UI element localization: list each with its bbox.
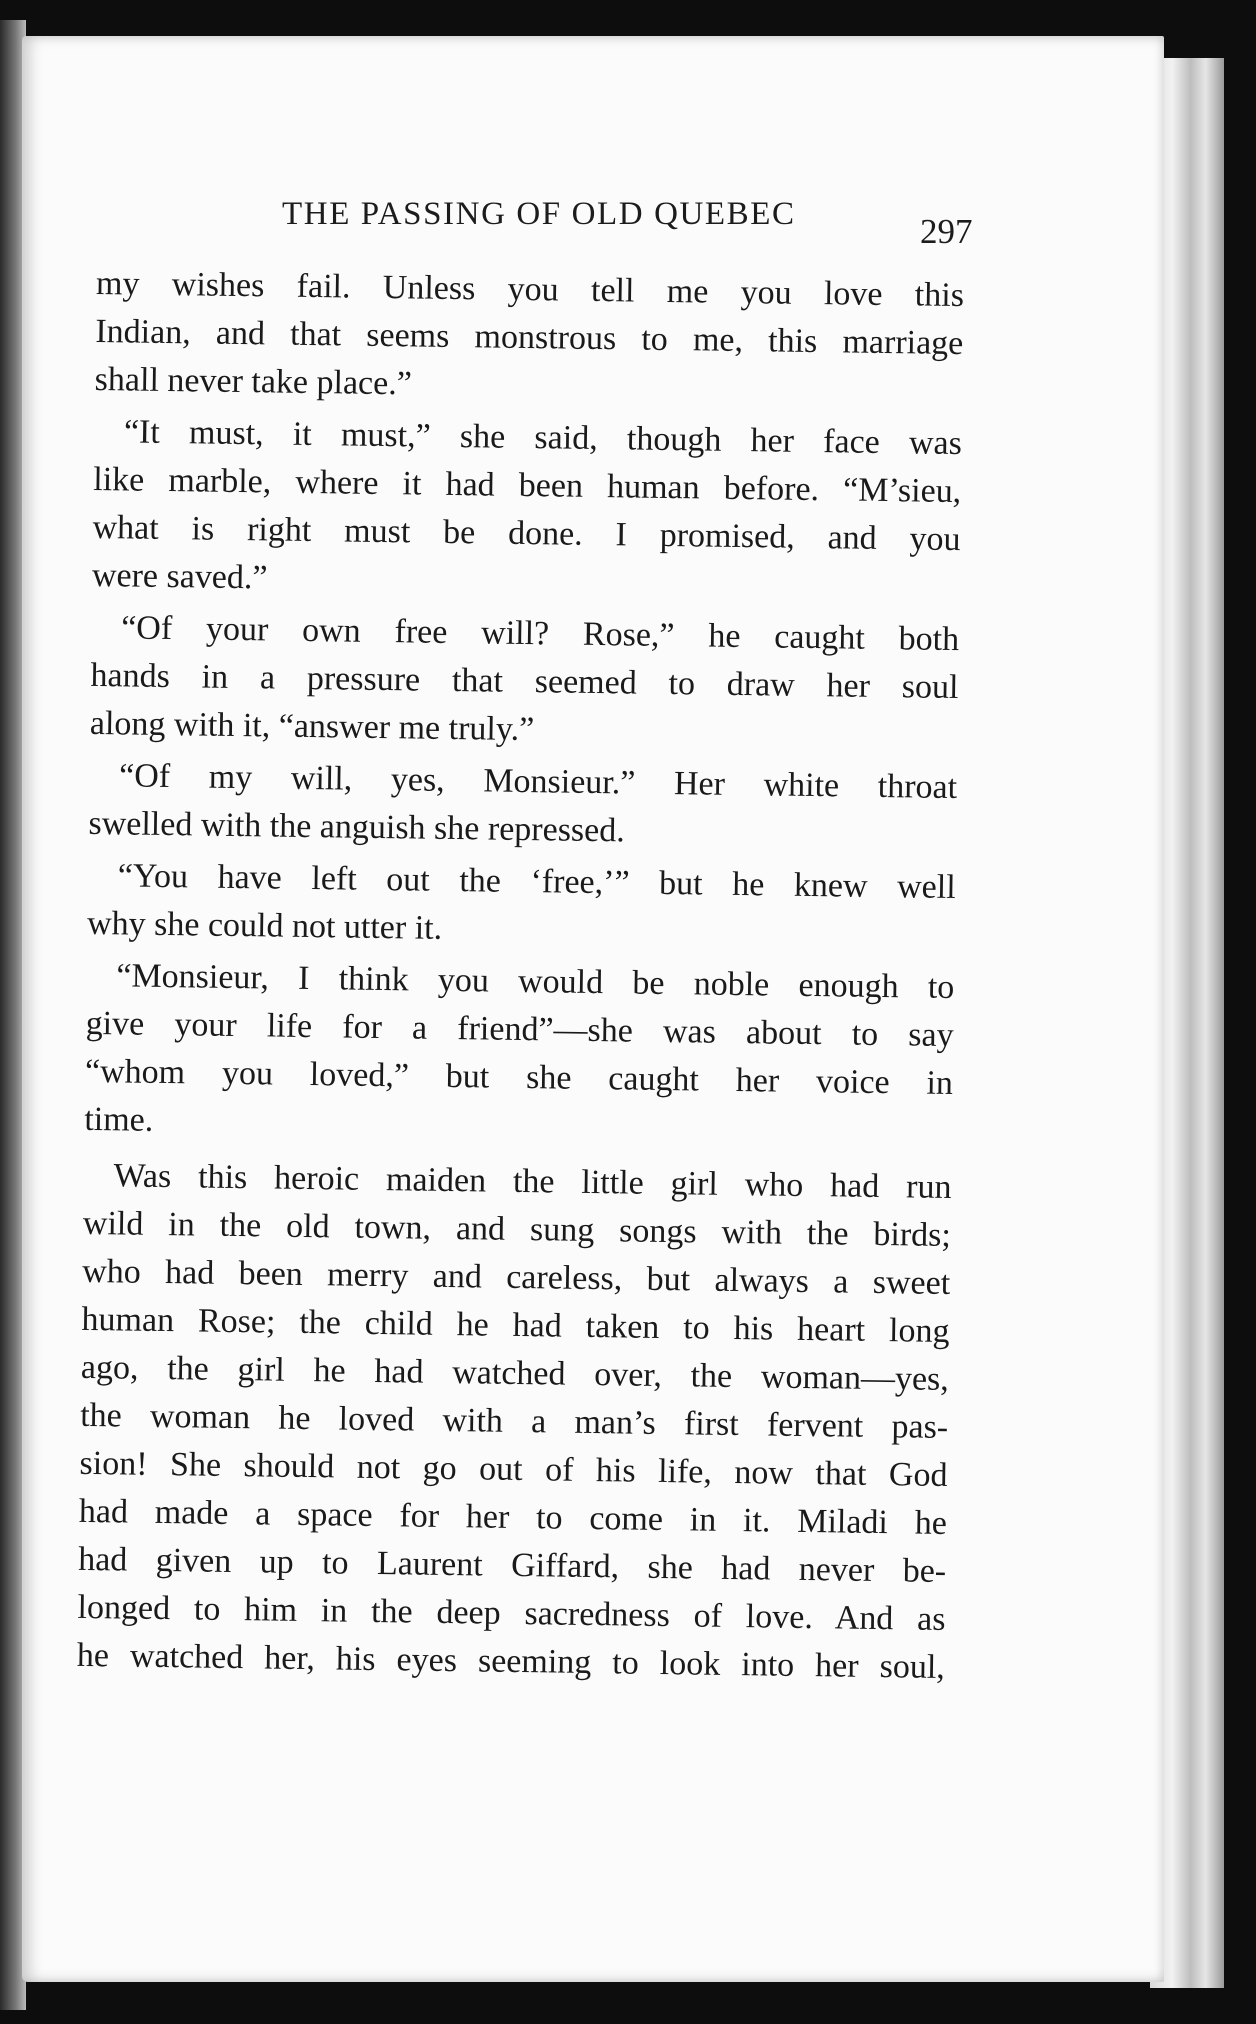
text-line: wild in the old town, and sung songs with the birds;: [82, 1204, 952, 1254]
text-line: time.: [84, 1100, 154, 1139]
body-text: [72, 0, 980, 2024]
running-header: THE PASSING OF OLD QUEBEC: [282, 196, 796, 232]
text-line: “whom you loved,” but she caught her voice in: [84, 1052, 954, 1103]
text-line: what is right must be done. I promised, and you: [92, 508, 961, 559]
text-line: Indian, and that seems monstrous to me, this marriage: [95, 312, 964, 363]
text-line: why she could not utter it.: [86, 904, 443, 947]
text-line: hands in a pressure that seemed to draw her soul: [90, 656, 959, 707]
text-line: “You have left out the ‘free,’” but he knew well: [117, 857, 956, 907]
text-line: “Of my will, yes, Monsieur.” Her white throat: [118, 757, 958, 807]
text-line: the woman he loved with a man’s first fervent pas-: [79, 1396, 949, 1446]
text-line: Was this heroic maiden the little girl who had run: [113, 1157, 952, 1207]
text-line: give your life for a friend”—she was about to say: [85, 1004, 954, 1055]
text-line: “It must, it must,” she said, though her face was: [123, 413, 963, 463]
text-line: had made a space for her to come in it. Miladi he: [78, 1492, 948, 1542]
text-line: my wishes fail. Unless you tell me you love this: [95, 264, 965, 315]
text-line: “Of your own free will? Rose,” he caught both: [120, 609, 960, 659]
text-line: sion! She should not go out of his life, now that God: [79, 1444, 948, 1494]
text-line: like marble, where it had been human before. “M’sieu,: [93, 460, 962, 511]
text-line: swelled with the anguish she repressed.: [88, 804, 626, 850]
text-line: human Rose; the child he had taken to his heart long: [81, 1300, 950, 1350]
text-line: were saved.”: [91, 556, 268, 597]
text-line: shall never take place.”: [94, 360, 413, 403]
page-number: 297: [920, 212, 973, 251]
text-line: “Monsieur, I think you would be noble enough to: [116, 957, 955, 1007]
text-line: who had been merry and careless, but always a sweet: [81, 1252, 951, 1302]
text-line: had given up to Laurent Giffard, she had never be-: [77, 1540, 947, 1590]
text-line: he watched her, his eyes seeming to look into her soul,: [76, 1636, 946, 1686]
text-line: along with it, “answer me truly.”: [89, 704, 535, 749]
text-line: ago, the girl he had watched over, the woman—yes,: [80, 1348, 950, 1398]
text-line: longed to him in the deep sacredness of love. And as: [77, 1588, 946, 1638]
